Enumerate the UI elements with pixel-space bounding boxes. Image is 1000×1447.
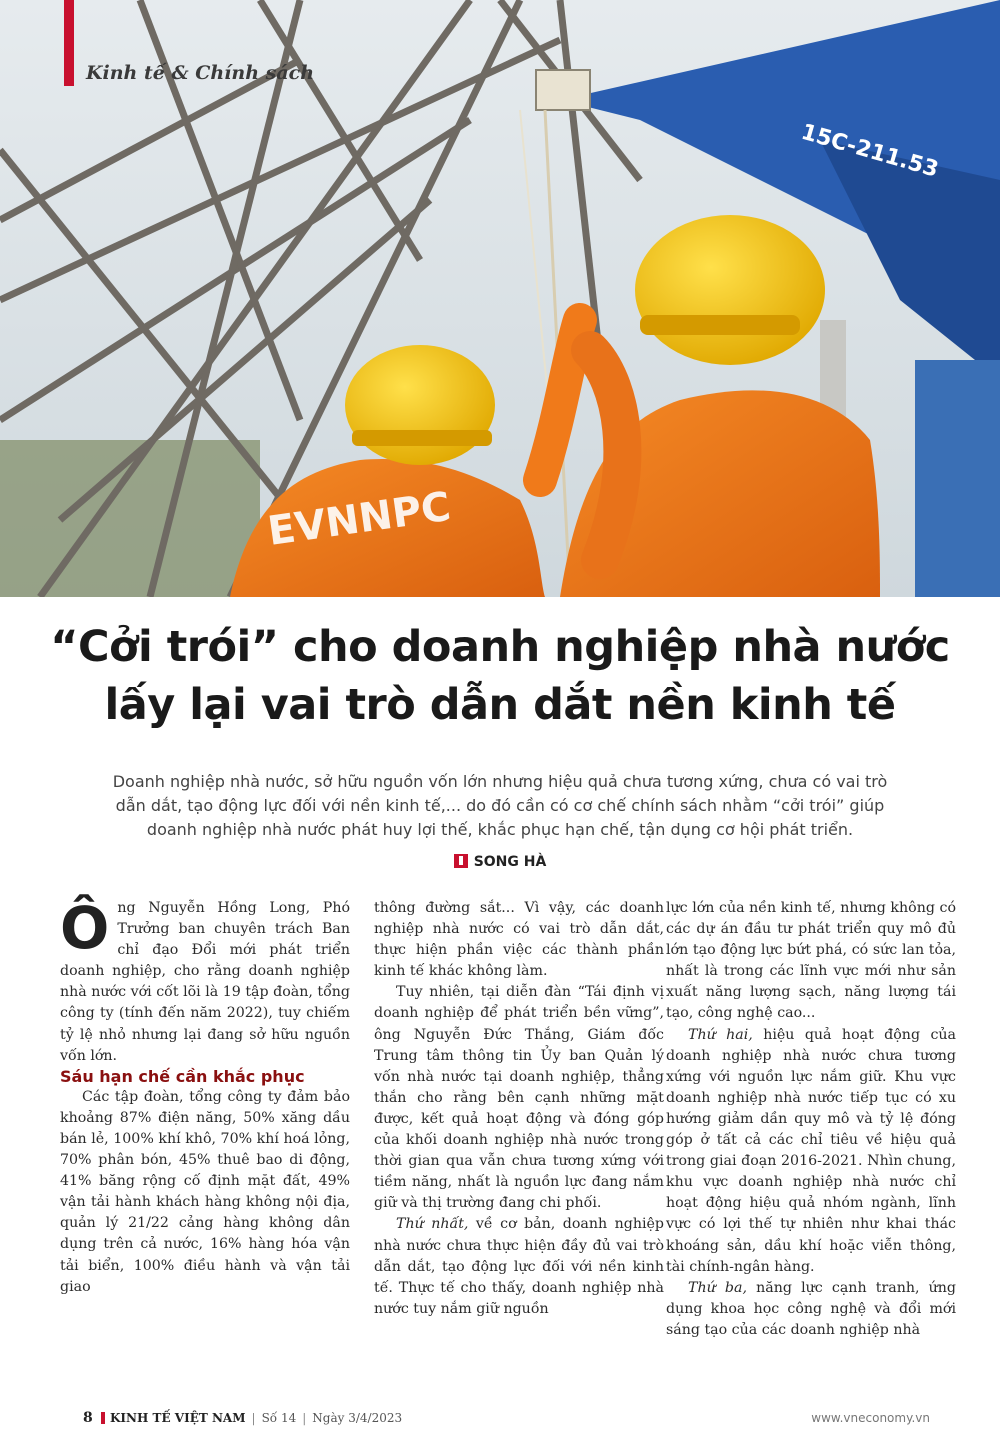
author-name: SONG HÀ	[473, 854, 547, 870]
helmet-brim-2	[640, 315, 800, 335]
page-footer	[0, 1402, 1000, 1432]
paragraph: thông đường sắt... Vì vậy, các doanh nghiệp nhà nước có vai trò dẫn dắt, thực hiện phần việc các thành phần kinh tế khác không làm.	[374, 900, 664, 980]
headline-line-2: lấy lại vai trò dẫn dắt nền kinh tế	[104, 680, 896, 730]
publication-name: KINH TẾ VIỆT NAM	[110, 1411, 246, 1425]
paragraph	[374, 1214, 664, 1319]
emphasis: Thứ nhất,	[396, 1216, 469, 1233]
footer-marker	[101, 1412, 105, 1424]
page-number: 8	[83, 1410, 93, 1426]
paragraph: Các tập đoàn, tổng công ty đảm bảo khoảng 87% điện năng, 50% xăng dầu bán lẻ, 100% khí khô, 70% khí hoá lỏng, 70% phân bón, 45% thuê bao di động, 41% băng rộng cố định mặt đất, 49% vận tải hành khách hàng không nội địa, quản lý 21/22 cảng hàng không dân dụng trên cả nước, 16% hàng hóa vận tải biển, 100% điều hành và vận tải giao	[60, 1088, 350, 1295]
vest-logo: EVNNPC	[264, 483, 454, 555]
issue-number: Số 14	[261, 1411, 297, 1425]
paragraph: Tuy nhiên, tại diễn đàn “Tái định vị doanh nghiệp để phát triển bền vững”, ông Nguyễn Đức Thắng, Giám đốc Trung tâm thông tin Ủy ban Quản lý vốn nhà nước tại doanh nghiệp, thẳng thắn cho rằng bên cạnh những mặt được, kết quả hoạt động và đóng góp của khối doanh nghiệp nhà nước trong thời gian qua vẫn chưa tương xứng với tiềm năng, nhất là nguồn lực đang nắm giữ và thị trường đang chi phối.	[374, 984, 664, 1212]
emphasis: Thứ ba,	[688, 1279, 747, 1296]
article-lead: Doanh nghiệp nhà nước, sở hữu nguồn vốn lớn nhưng hiệu quả chưa tương xứng, chưa có vai trò dẫn dắt, tạo động lực đối với nền kinh tế,... do đó cần có cơ chế chính sách nhằm “cởi trói” giúp doanh nghiệp nhà nước phát huy lợi thế, khắc phục hạn chế, tận dụng cơ hội phát triển.	[112, 772, 888, 839]
paragraph: lực lớn của nền kinh tế, nhưng không có các dự án đầu tư phát triển quy mô đủ lớn tạo động lực bứt phá, có sức lan tỏa, nhất là trong các lĩnh vực mới như sản xuất năng lượng sạch, năng lượng tái tạo, công nghệ cao...	[666, 900, 956, 1022]
column-3	[666, 898, 956, 1341]
pen-icon	[454, 854, 468, 868]
paragraph-text: về cơ bản, doanh nghiệp nhà nước chưa thực hiện đầy đủ vai trò dẫn dắt, tạo động lực đối với nền kinh tế. Thực tế cho thấy, doanh nghiệp nhà nước tuy nắm giữ nguồn	[374, 1216, 664, 1317]
paragraph-text: năng lực cạnh tranh, ứng dụng khoa học công nghệ và đổi mới sáng tạo của các doanh nghiệp nhà	[666, 1279, 956, 1338]
column-2	[374, 898, 664, 1320]
paragraph-text: hiệu quả hoạt động của doanh nghiệp nhà nước chưa tương xứng với nguồn lực nắm giữ. Khu vực doanh nghiệp nhà nước tiếp tục có xu hướng giảm dần quy mô và tỷ lệ đóng góp ở tất cả các chỉ tiêu về hiệu quả trong giai đoạn 2016-2021. Nhìn chung, khu vực doanh nghiệp nhà nước chỉ hoạt động hiệu quả nhóm ngành, lĩnh vực có lợi thế tự nhiên như khai thác khoáng sản, dầu khí hoặc viễn thông, tài chính-ngân hàng.	[666, 1026, 956, 1275]
headline-line-1: “Cởi trói” cho doanh nghiệp nhà nước	[50, 622, 950, 672]
publication-info: KINH TẾ VIỆT NAM | Số 14 | Ngày 3/4/2023	[110, 1411, 403, 1425]
subheading: Sáu hạn chế cần khắc phục	[60, 1066, 305, 1086]
paragraph-text: ng Nguyễn Hồng Long, Phó Trưởng ban chuyên trách Ban chỉ đạo Đổi mới phát triển doanh nghiệp, cho rằng doanh nghiệp nhà nước với cốt lõi là 19 tập đoàn, tổng công ty (tính đến năm 2022), tuy chiếm tỷ lệ nhỏ nhưng lại đang sở hữu nguồn vốn lớn.	[60, 900, 350, 1064]
hero-illustration	[0, 0, 1000, 597]
emphasis: Thứ hai,	[688, 1026, 753, 1043]
hero-photo	[0, 0, 1000, 597]
helmet-brim	[352, 430, 492, 446]
worker-right-helmet	[635, 215, 825, 365]
paragraph	[666, 1025, 956, 1278]
worker-left-helmet	[345, 345, 495, 465]
author-byline	[0, 854, 1000, 870]
equipment-box	[915, 360, 1000, 597]
website-link[interactable]: www.vneconomy.vn	[811, 1411, 930, 1425]
article-headline	[40, 618, 960, 734]
section-label: Kinh tế & Chính sách	[86, 62, 315, 84]
issue-date: Ngày 3/4/2023	[312, 1411, 403, 1425]
column-1	[60, 894, 350, 1298]
paragraph	[60, 894, 350, 1067]
section-marker	[64, 0, 74, 86]
drop-cap: Ô	[60, 894, 110, 962]
crane-plate: 15C-211.53	[798, 119, 942, 183]
paragraph	[666, 1278, 956, 1341]
bucket	[536, 70, 590, 110]
